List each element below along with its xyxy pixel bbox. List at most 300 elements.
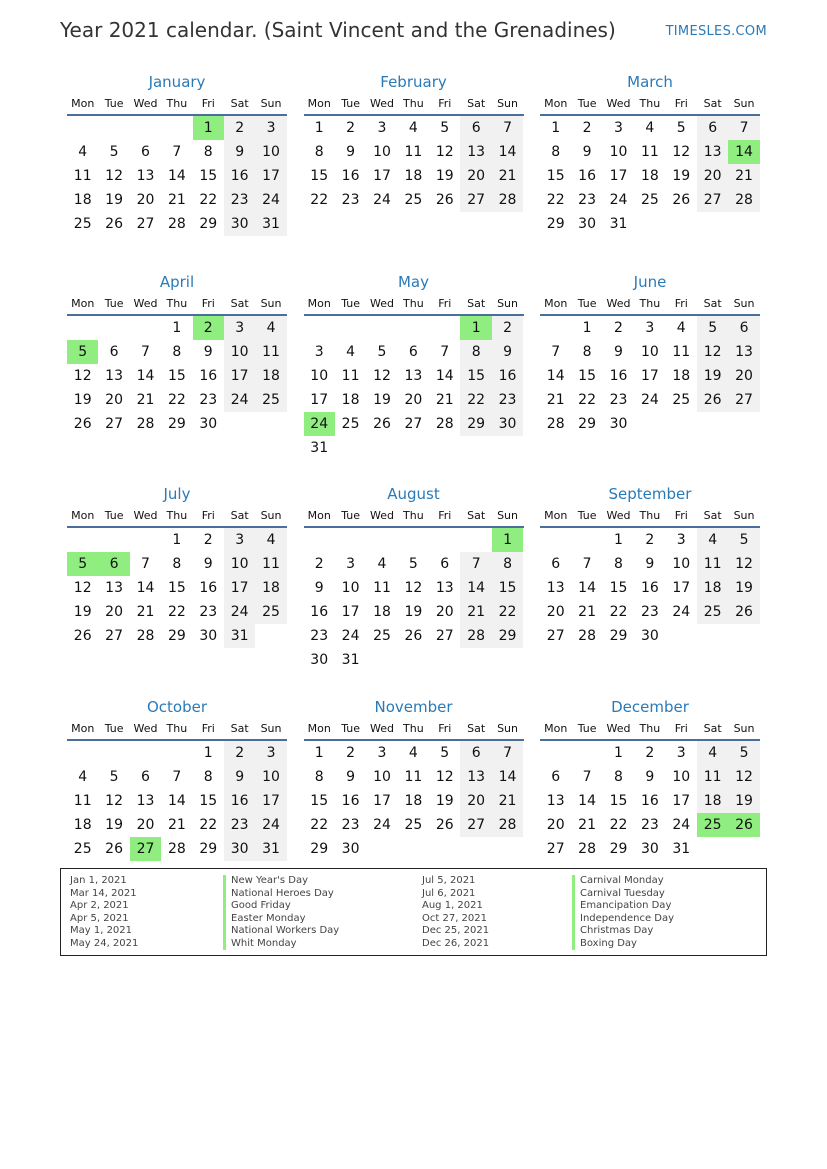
empty-cell xyxy=(98,528,129,552)
day-cell: 24 xyxy=(609,192,628,208)
weekday-label: Sun xyxy=(497,721,518,735)
day-cell: 2 xyxy=(314,556,324,572)
day-cell: 10 xyxy=(672,556,691,572)
day-cell: 22 xyxy=(546,192,565,208)
holiday-day-cell: 26 xyxy=(728,813,759,837)
weekday-label: Wed xyxy=(133,296,158,310)
day-cell: 16 xyxy=(341,793,360,809)
day-cell: 11 xyxy=(255,340,286,364)
day-cell: 23 xyxy=(341,192,360,208)
day-cell: 14 xyxy=(578,580,596,596)
day-cell: 9 xyxy=(492,340,523,364)
day-cell: 25 xyxy=(255,388,286,412)
day-cell: 26 xyxy=(105,216,123,232)
holiday-date: Dec 26, 2021 xyxy=(422,937,490,949)
day-cell: 29 xyxy=(546,216,565,232)
day-cell: 3 xyxy=(314,344,324,360)
day-cell: 3 xyxy=(224,316,255,340)
day-cell: 21 xyxy=(460,600,491,624)
day-cell: 17 xyxy=(373,793,391,809)
day-cell: 24 xyxy=(341,628,360,644)
day-cell: 14 xyxy=(136,368,155,384)
weekday-label: Sun xyxy=(497,96,518,110)
weekday-label: Fri xyxy=(674,296,688,310)
day-cell: 13 xyxy=(404,368,423,384)
day-cell: 15 xyxy=(167,368,186,384)
day-cell: 26 xyxy=(404,628,423,644)
weekday-label: Thu xyxy=(639,296,661,310)
day-cell: 8 xyxy=(314,769,324,785)
day-cell: 28 xyxy=(492,813,523,837)
day-cell: 8 xyxy=(203,769,213,785)
day-cell: 8 xyxy=(203,144,213,160)
holiday-date: Oct 27, 2021 xyxy=(422,912,487,924)
day-cell: 18 xyxy=(404,793,423,809)
month-name: December xyxy=(611,698,689,716)
day-cell: 6 xyxy=(728,316,759,340)
day-cell: 7 xyxy=(460,552,491,576)
weekday-label: Wed xyxy=(133,96,158,110)
day-cell: 18 xyxy=(255,364,286,388)
day-cell: 11 xyxy=(341,368,360,384)
day-cell: 12 xyxy=(404,580,423,596)
day-cell: 28 xyxy=(728,188,759,212)
month-august xyxy=(304,484,524,697)
day-cell: 22 xyxy=(460,388,491,412)
page-title: Year 2021 calendar. (Saint Vincent and the Grenadines) xyxy=(60,18,616,42)
day-cell: 18 xyxy=(697,576,728,600)
month-march xyxy=(540,72,760,272)
weekday-label: Fri xyxy=(201,508,215,522)
weekday-label: Tue xyxy=(577,508,597,522)
day-cell: 22 xyxy=(609,604,628,620)
day-cell: 15 xyxy=(578,368,596,384)
day-cell: 13 xyxy=(105,580,123,596)
holiday-name: Emancipation Day xyxy=(572,900,674,913)
day-cell: 10 xyxy=(310,368,329,384)
day-cell: 11 xyxy=(255,552,286,576)
day-cell: 20 xyxy=(546,817,565,833)
empty-cell xyxy=(398,316,429,340)
holiday-day-cell: 25 xyxy=(697,813,728,837)
weekday-label: Sat xyxy=(703,96,722,110)
empty-cell xyxy=(67,741,98,765)
day-cell: 5 xyxy=(440,120,450,136)
day-cell: 14 xyxy=(167,793,186,809)
weekday-label: Thu xyxy=(403,296,424,310)
day-cell: 16 xyxy=(199,580,218,596)
day-cell: 24 xyxy=(373,192,391,208)
weekday-label: Sat xyxy=(703,296,722,310)
day-cell: 3 xyxy=(676,532,686,548)
day-cell: 12 xyxy=(105,793,123,809)
day-cell: 24 xyxy=(672,604,691,620)
weekday-header xyxy=(67,717,287,741)
weekday-label: Sun xyxy=(733,721,755,735)
day-cell: 13 xyxy=(460,765,491,789)
weekday-label: Wed xyxy=(606,508,631,522)
holiday-day-cell: 1 xyxy=(193,116,224,140)
day-grid xyxy=(304,116,524,212)
holiday-date: Apr 2, 2021 xyxy=(70,900,129,911)
day-cell: 23 xyxy=(310,628,329,644)
empty-cell xyxy=(540,741,571,765)
day-cell: 4 xyxy=(377,556,387,572)
day-cell: 3 xyxy=(614,120,623,136)
weekday-label: Sat xyxy=(703,508,722,522)
weekday-header xyxy=(304,92,524,116)
month-name: October xyxy=(146,698,208,716)
day-cell: 1 xyxy=(582,320,592,336)
day-cell: 2 xyxy=(645,745,655,761)
day-cell: 30 xyxy=(492,412,523,436)
weekday-label: Mon xyxy=(307,96,331,110)
weekday-label: Fri xyxy=(674,721,688,735)
day-cell: 22 xyxy=(578,392,596,408)
holiday-name: New Year's Day xyxy=(223,875,339,888)
day-cell: 15 xyxy=(199,793,218,809)
day-cell: 17 xyxy=(255,789,286,813)
day-cell: 1 xyxy=(314,120,324,136)
day-cell: 19 xyxy=(373,392,391,408)
day-cell: 9 xyxy=(645,556,655,572)
day-cell: 15 xyxy=(310,168,329,184)
day-cell: 30 xyxy=(224,212,255,236)
day-cell: 29 xyxy=(167,416,186,432)
weekday-label: Mon xyxy=(71,721,95,735)
day-cell: 28 xyxy=(136,416,155,432)
weekday-label: Sat xyxy=(230,721,249,735)
weekday-label: Thu xyxy=(166,296,188,310)
day-grid xyxy=(67,741,287,861)
day-cell: 5 xyxy=(408,556,418,572)
day-cell: 8 xyxy=(492,552,523,576)
weekday-label: Wed xyxy=(369,721,394,735)
day-cell: 21 xyxy=(546,392,565,408)
day-cell: 20 xyxy=(435,604,454,620)
month-january xyxy=(67,72,287,272)
month-february xyxy=(304,72,524,272)
day-cell: 20 xyxy=(136,192,155,208)
day-cell: 2 xyxy=(645,532,655,548)
day-cell: 4 xyxy=(676,320,686,336)
weekday-label: Wed xyxy=(369,508,394,522)
day-cell: 29 xyxy=(609,628,628,644)
day-cell: 25 xyxy=(404,817,423,833)
day-cell: 25 xyxy=(255,600,286,624)
weekday-label: Sun xyxy=(497,508,518,522)
day-cell: 5 xyxy=(728,741,759,765)
day-cell: 12 xyxy=(73,580,92,596)
day-cell: 11 xyxy=(697,765,728,789)
weekday-label: Tue xyxy=(104,508,124,522)
day-cell: 10 xyxy=(341,580,360,596)
day-cell: 20 xyxy=(728,364,759,388)
day-cell: 12 xyxy=(672,144,691,160)
day-cell: 30 xyxy=(199,628,218,644)
day-cell: 20 xyxy=(697,164,728,188)
day-cell: 10 xyxy=(255,140,286,164)
day-cell: 17 xyxy=(640,368,659,384)
day-cell: 7 xyxy=(728,116,759,140)
holiday-name: Carnival Tuesday xyxy=(572,888,674,901)
day-cell: 29 xyxy=(310,841,329,857)
day-cell: 18 xyxy=(255,576,286,600)
day-cell: 30 xyxy=(609,416,628,432)
day-cell: 9 xyxy=(346,144,356,160)
day-cell: 5 xyxy=(697,316,728,340)
day-cell: 18 xyxy=(672,368,691,384)
day-cell: 15 xyxy=(460,364,491,388)
day-cell: 22 xyxy=(310,192,329,208)
day-cell: 19 xyxy=(105,192,123,208)
day-cell: 4 xyxy=(408,745,418,761)
empty-cell xyxy=(67,316,98,340)
day-cell: 28 xyxy=(492,188,523,212)
empty-cell xyxy=(130,116,161,140)
holiday-names-col-1 xyxy=(223,875,339,950)
day-grid xyxy=(540,741,760,861)
day-cell: 1 xyxy=(614,532,623,548)
day-cell: 11 xyxy=(73,793,92,809)
day-cell: 6 xyxy=(551,769,561,785)
day-cell: 31 xyxy=(310,440,329,456)
day-cell: 17 xyxy=(341,604,360,620)
weekday-label: Sun xyxy=(733,508,755,522)
day-cell: 1 xyxy=(614,745,623,761)
holiday-date: Mar 14, 2021 xyxy=(70,887,137,899)
day-cell: 6 xyxy=(141,769,150,785)
empty-cell xyxy=(130,528,161,552)
day-cell: 26 xyxy=(373,416,391,432)
day-cell: 30 xyxy=(341,841,360,857)
day-cell: 1 xyxy=(551,120,561,136)
day-cell: 21 xyxy=(578,817,596,833)
day-cell: 28 xyxy=(460,624,491,648)
day-cell: 1 xyxy=(172,532,182,548)
day-cell: 12 xyxy=(728,552,759,576)
day-cell: 24 xyxy=(672,817,691,833)
day-cell: 7 xyxy=(492,116,523,140)
day-cell: 24 xyxy=(224,600,255,624)
day-cell: 25 xyxy=(341,416,360,432)
day-cell: 31 xyxy=(609,216,628,232)
day-cell: 12 xyxy=(435,144,454,160)
day-cell: 22 xyxy=(199,192,218,208)
day-cell: 5 xyxy=(676,120,686,136)
holiday-date: Jul 5, 2021 xyxy=(422,875,476,886)
day-cell: 22 xyxy=(199,817,218,833)
calendar-grid xyxy=(67,72,760,897)
day-cell: 4 xyxy=(255,528,286,552)
weekday-label: Sat xyxy=(703,721,722,735)
day-cell: 23 xyxy=(224,188,255,212)
day-cell: 9 xyxy=(224,140,255,164)
empty-cell xyxy=(304,528,335,552)
day-cell: 21 xyxy=(167,192,186,208)
day-cell: 25 xyxy=(73,216,92,232)
day-cell: 9 xyxy=(645,769,655,785)
day-cell: 25 xyxy=(697,600,728,624)
day-cell: 28 xyxy=(578,628,596,644)
weekday-header xyxy=(540,504,760,528)
day-cell: 22 xyxy=(167,392,186,408)
day-cell: 29 xyxy=(199,216,218,232)
holiday-day-cell: 1 xyxy=(492,528,523,552)
day-cell: 11 xyxy=(73,168,92,184)
day-cell: 16 xyxy=(224,164,255,188)
day-cell: 25 xyxy=(73,841,92,857)
day-cell: 10 xyxy=(609,144,628,160)
day-cell: 3 xyxy=(224,528,255,552)
day-cell: 28 xyxy=(546,416,565,432)
day-cell: 19 xyxy=(672,168,691,184)
day-cell: 15 xyxy=(167,580,186,596)
day-cell: 11 xyxy=(697,552,728,576)
day-cell: 31 xyxy=(224,624,255,648)
weekday-label: Fri xyxy=(438,296,452,310)
day-cell: 25 xyxy=(404,192,423,208)
holiday-date: Jan 1, 2021 xyxy=(70,875,127,886)
day-cell: 6 xyxy=(440,556,450,572)
day-cell: 28 xyxy=(167,216,186,232)
day-cell: 7 xyxy=(492,741,523,765)
empty-cell xyxy=(98,116,129,140)
day-cell: 27 xyxy=(546,841,565,857)
day-cell: 7 xyxy=(582,556,592,572)
day-cell: 29 xyxy=(460,412,491,436)
holiday-dates-col-1 xyxy=(70,875,138,950)
day-cell: 6 xyxy=(109,344,119,360)
day-cell: 5 xyxy=(440,745,450,761)
day-cell: 7 xyxy=(551,344,561,360)
holiday-day-cell: 1 xyxy=(460,316,491,340)
empty-cell xyxy=(130,316,161,340)
day-cell: 17 xyxy=(373,168,391,184)
day-cell: 27 xyxy=(105,628,123,644)
holiday-day-cell: 5 xyxy=(67,552,98,576)
day-cell: 13 xyxy=(546,793,565,809)
day-cell: 15 xyxy=(199,168,218,184)
weekday-label: Fri xyxy=(201,721,215,735)
empty-cell xyxy=(398,528,429,552)
day-cell: 19 xyxy=(697,364,728,388)
day-grid xyxy=(67,116,287,236)
day-cell: 6 xyxy=(141,144,150,160)
day-cell: 25 xyxy=(373,628,391,644)
holiday-date: May 24, 2021 xyxy=(70,937,139,949)
brand-link[interactable]: TIMESLES.COM xyxy=(665,24,767,39)
day-cell: 10 xyxy=(640,344,659,360)
day-cell: 30 xyxy=(310,652,329,668)
day-cell: 3 xyxy=(377,745,387,761)
day-cell: 2 xyxy=(346,745,356,761)
weekday-header xyxy=(304,292,524,316)
weekday-label: Thu xyxy=(166,508,188,522)
weekday-label: Thu xyxy=(639,96,661,110)
day-cell: 12 xyxy=(435,769,454,785)
day-cell: 23 xyxy=(224,813,255,837)
day-cell: 23 xyxy=(199,604,218,620)
weekday-label: Mon xyxy=(307,296,331,310)
day-cell: 20 xyxy=(460,164,491,188)
month-name: May xyxy=(397,273,429,291)
weekday-label: Mon xyxy=(544,721,568,735)
day-cell: 21 xyxy=(435,392,454,408)
day-cell: 27 xyxy=(105,416,123,432)
day-cell: 12 xyxy=(697,340,728,364)
day-cell: 18 xyxy=(404,168,423,184)
day-cell: 26 xyxy=(73,416,92,432)
holiday-name: Easter Monday xyxy=(223,913,339,926)
empty-cell xyxy=(161,741,192,765)
day-cell: 19 xyxy=(435,793,454,809)
day-cell: 16 xyxy=(492,364,523,388)
day-cell: 3 xyxy=(645,320,655,336)
day-cell: 13 xyxy=(105,368,123,384)
day-cell: 4 xyxy=(645,120,655,136)
month-december xyxy=(540,697,760,897)
weekday-label: Sat xyxy=(230,296,249,310)
weekday-label: Sat xyxy=(467,721,486,735)
day-cell: 4 xyxy=(346,344,356,360)
empty-cell xyxy=(571,528,602,552)
day-cell: 2 xyxy=(614,320,623,336)
day-cell: 13 xyxy=(728,340,759,364)
holiday-day-cell: 2 xyxy=(193,316,224,340)
day-cell: 28 xyxy=(578,841,596,857)
day-cell: 16 xyxy=(199,368,218,384)
month-name: September xyxy=(608,485,692,503)
weekday-header xyxy=(67,92,287,116)
day-cell: 14 xyxy=(578,793,596,809)
empty-cell xyxy=(98,316,129,340)
day-cell: 23 xyxy=(578,192,596,208)
day-cell: 17 xyxy=(672,580,691,596)
holiday-name: Boxing Day xyxy=(572,938,674,951)
day-cell: 20 xyxy=(546,604,565,620)
day-cell: 6 xyxy=(460,116,491,140)
holiday-date: Aug 1, 2021 xyxy=(422,900,483,911)
day-grid xyxy=(304,316,524,460)
weekday-label: Sun xyxy=(733,296,755,310)
day-cell: 7 xyxy=(141,556,150,572)
weekday-label: Mon xyxy=(71,508,95,522)
day-cell: 5 xyxy=(109,144,119,160)
day-grid xyxy=(304,741,524,861)
day-cell: 3 xyxy=(255,741,286,765)
day-cell: 1 xyxy=(172,320,182,336)
weekday-header xyxy=(540,292,760,316)
day-cell: 31 xyxy=(255,837,286,861)
day-cell: 16 xyxy=(640,580,659,596)
month-name: March xyxy=(627,73,673,91)
weekday-header xyxy=(540,717,760,741)
day-cell: 22 xyxy=(167,604,186,620)
day-cell: 13 xyxy=(460,140,491,164)
day-cell: 13 xyxy=(136,168,155,184)
weekday-label: Sun xyxy=(733,96,755,110)
day-cell: 2 xyxy=(582,120,592,136)
month-name: April xyxy=(159,273,195,291)
day-cell: 8 xyxy=(172,556,182,572)
day-cell: 8 xyxy=(614,556,623,572)
day-cell: 18 xyxy=(640,168,659,184)
day-cell: 1 xyxy=(314,745,324,761)
day-cell: 11 xyxy=(672,344,691,360)
day-cell: 3 xyxy=(255,116,286,140)
day-cell: 14 xyxy=(492,765,523,789)
